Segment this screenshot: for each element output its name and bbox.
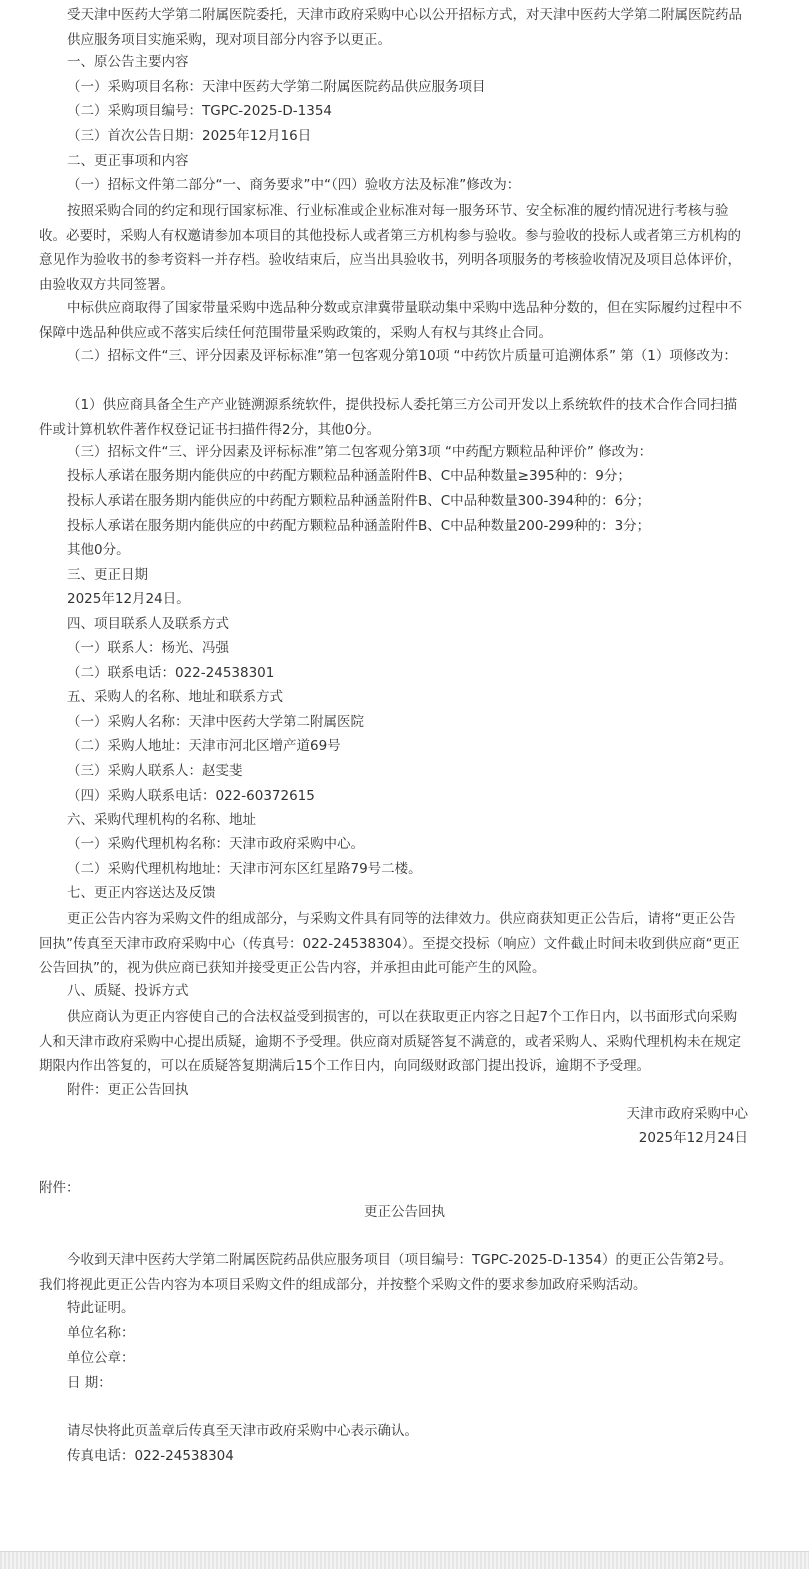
purchaser-address: （二）采购人地址：天津市河北区增产道69号 xyxy=(67,738,341,754)
item-2-title: （二）招标文件“三、评分因素及评标标准”第一包客观分第10项 “中药饮片质量可追溯体系” 第（1）项修改为： xyxy=(67,348,737,364)
section-7-body: 更正公告内容为采购文件的组成部分，与采购文件具有同等的法律效力。供应商获知更正公告后，请将“更正公告回执”传真至天津市政府采购中心（传真号：022-24538304）。至提交投标（响应）文件截止时间未收到供应商“更正公告回执”的，视为供应商已获知并接受更正公告内容，并承担由此可能产生的风险。 xyxy=(39,911,740,976)
signature-org: 天津市政府采购中心 xyxy=(626,1106,748,1122)
item-3-line-3: 投标人承诺在服务期内能供应的中药配方颗粒品种涵盖附件B、C中品种数量200-299种的：3分； xyxy=(67,518,651,534)
section-4-heading: 四、项目联系人及联系方式 xyxy=(67,616,229,632)
receipt-label: 附件： xyxy=(39,1180,80,1196)
project-number: （二）采购项目编号：TGPC-2025-D-1354 xyxy=(67,103,332,119)
receipt-fax-phone: 传真电话：022-24538304 xyxy=(67,1448,234,1464)
item-3-title: （三）招标文件“三、评分因素及评标标准”第二包客观分第3项 “中药配方颗粒品种评价” 修改为： xyxy=(67,444,653,460)
section-5-heading: 五、采购人的名称、地址和联系方式 xyxy=(67,689,283,705)
agency-name: （一）采购代理机构名称：天津市政府采购中心。 xyxy=(67,836,364,852)
correction-date: 2025年12月24日。 xyxy=(67,591,190,607)
first-notice-date: （三）首次公告日期：2025年12月16日 xyxy=(67,128,312,144)
project-name: （一）采购项目名称：天津中医药大学第二附属医院药品供应服务项目 xyxy=(67,79,486,95)
project-phone: （二）联系电话：022-24538301 xyxy=(67,665,275,681)
item-1-title: （一）招标文件第二部分“一、商务要求”中“（四）验收方法及标准”修改为： xyxy=(67,177,521,193)
receipt-fax-note: 请尽快将此页盖章后传真至天津市政府采购中心表示确认。 xyxy=(67,1423,418,1439)
item-3-line-1: 投标人承诺在服务期内能供应的中药配方颗粒品种涵盖附件B、C中品种数量≥395种的：9分； xyxy=(67,468,631,484)
intro-paragraph: 受天津中医药大学第二附属医院委托，天津市政府采购中心以公开招标方式，对天津中医药大学第二附属医院药品供应服务项目实施采购，现对项目部分内容予以更正。 xyxy=(67,7,742,48)
item-1-paragraph-2: 中标供应商取得了国家带量采购中选品种分数或京津冀带量联动集中采购中选品种分数的，但在实际履约过程中不保障中选品种供应或不落实后续任何范围带量采购政策的，采购人有权与其终止合同。 xyxy=(39,300,742,341)
receipt-title: 更正公告回执 xyxy=(364,1204,445,1220)
section-3-heading: 三、更正日期 xyxy=(67,567,148,583)
project-contact: （一）联系人：杨光、冯强 xyxy=(67,640,229,656)
item-3-line-2: 投标人承诺在服务期内能供应的中药配方颗粒品种涵盖附件B、C中品种数量300-394种的：6分； xyxy=(67,493,651,509)
item-2-paragraph: （1）供应商具备全生产产业链溯源系统软件，提供投标人委托第三方公司开发以上系统软件的技术合作合同扫描件或计算机软件著作权登记证书扫描件得2分，其他0分。 xyxy=(39,397,738,438)
section-7-heading: 七、更正内容送达及反馈 xyxy=(67,885,216,901)
attachment-line: 附件：更正公告回执 xyxy=(67,1082,189,1098)
section-1-heading: 一、原公告主要内容 xyxy=(67,54,189,70)
receipt-unit-seal: 单位公章： xyxy=(67,1350,135,1366)
section-2-heading: 二、更正事项和内容 xyxy=(67,153,189,169)
receipt-certify: 特此证明。 xyxy=(67,1300,135,1316)
agency-address: （二）采购代理机构地址：天津市河东区红星路79号二楼。 xyxy=(67,861,422,877)
purchaser-name: （一）采购人名称：天津中医药大学第二附属医院 xyxy=(67,714,364,730)
receipt-date: 日 期： xyxy=(67,1375,112,1391)
item-1-paragraph-1: 按照采购合同的约定和现行国家标准、行业标准或企业标准对每一服务环节、安全标准的履约情况进行考核与验收。必要时，采购人有权邀请参加本项目的其他投标人或者第三方机构参与验收。参与验收的投标人或者第三方机构的意见作为验收书的参考资料一并存档。验收结束后，应当出具验收书，列明各项服务的考核验收情况及项目总体评价，由验收双方共同签署。 xyxy=(39,203,741,293)
receipt-body: 今收到天津中医药大学第二附属医院药品供应服务项目（项目编号：TGPC-2025-D-1354）的更正公告第2号。我们将视此更正公告内容为本项目采购文件的组成部分，并按整个采购文件的要求参加政府采购活动。 xyxy=(39,1252,733,1293)
purchaser-contact: （三）采购人联系人：赵雯斐 xyxy=(67,763,243,779)
item-3-line-4: 其他0分。 xyxy=(67,542,130,558)
receipt-unit-name: 单位名称： xyxy=(67,1325,135,1341)
section-8-body: 供应商认为更正内容使自己的合法权益受到损害的，可以在获取更正内容之日起7个工作日内，以书面形式向采购人和天津市政府采购中心提出质疑，逾期不予受理。供应商对质疑答复不满意的，或者采购人、采购代理机构未在规定期限内作出答复的，可以在质疑答复期满后15个工作日内，向同级财政部门提出投诉，逾期不予受理。 xyxy=(39,1009,741,1074)
purchaser-phone: （四）采购人联系电话：022-60372615 xyxy=(67,788,315,804)
section-6-heading: 六、采购代理机构的名称、地址 xyxy=(67,812,256,828)
page-footer-bar xyxy=(0,1551,809,1569)
signature-date: 2025年12月24日 xyxy=(638,1130,748,1146)
section-8-heading: 八、质疑、投诉方式 xyxy=(67,983,189,999)
